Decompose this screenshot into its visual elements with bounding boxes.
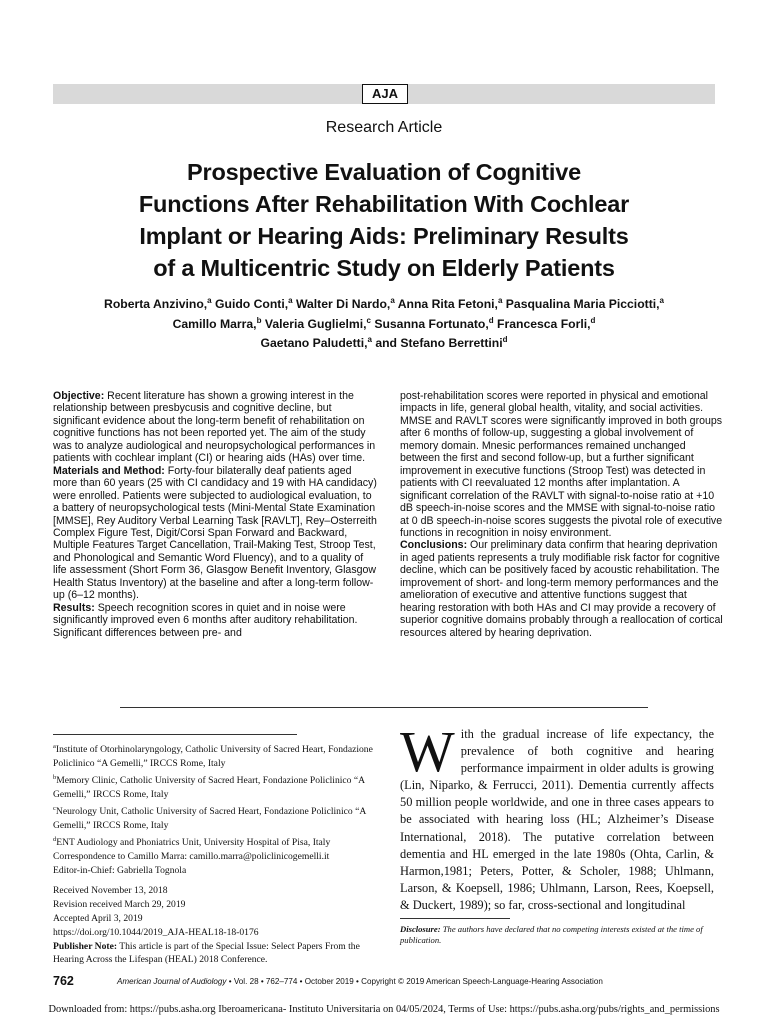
disclosure <box>400 924 714 946</box>
author-list <box>50 293 718 352</box>
article-title <box>90 156 678 284</box>
abstract-results-text: Speech recognition scores in quiet and in noise were significantly improved even 6 months after auditory rehabilitation. Significant differences between pre- and <box>53 601 358 639</box>
author-affiliation-mark: a <box>390 296 395 305</box>
author-name: Susanna Fortunato, <box>374 316 489 331</box>
body-text <box>400 719 714 914</box>
author-affiliation-mark: d <box>590 315 596 325</box>
disclosure-text: The authors have declared that no competing interests existed at the time of publication. <box>400 924 703 945</box>
section-divider <box>120 707 648 708</box>
affiliation-mark: d <box>53 836 57 843</box>
affiliation-mark: a <box>53 743 56 750</box>
author-affiliation-mark: a <box>659 296 664 305</box>
abstract-results <box>53 602 378 639</box>
editor-in-chief: Editor-in-Chief: Gabriella Tognola <box>53 865 187 876</box>
doi-link[interactable]: https://doi.org/10.1044/2019_AJA-HEAL18-18-0176 <box>53 926 259 938</box>
affiliation-text: Memory Clinic, Catholic University of Sacred Heart, Fondazione Policlinico “A Gemelli,” IRCCS Rome, Italy <box>53 775 365 801</box>
revision-date: Revision received March 29, 2019 <box>53 898 186 910</box>
author-name: and Stefano Berrettini <box>375 336 503 351</box>
title-line: Functions After Rehabilitation With Cochlear <box>138 191 630 217</box>
author-line <box>50 293 718 313</box>
abstract-methods-text: Forty-four bilaterally deaf patients aged more than 60 years (25 with CI candidacy and 19 with HA candidacy) were enrolled. Patients were subjected to audiological evaluation, to a battery of neuropsychological tests (Mini-Mental State Examination [MMSE], Rey Auditory Verbal Learning Task [RAVLT], Rey–Osterreith Complex Figure Test, Digit/Corsi Span Forward and Backward, Multiple Features Target Cancellation, Trail-Making Test, Stroop Test, and Phonological and Semantic Word Fluency), and to a quality of life assessment (Short Form 36, Glasgow Benefit Inventory, Glasgow Health Status Inventory) at the baseline and after a long-term follow-up (6–12 months). <box>53 464 377 602</box>
correspondence: Correspondence to Camillo Marra: camillo.marra@policlinicogemelli.it <box>53 851 330 863</box>
author-affiliation-mark: a <box>497 296 503 305</box>
author-line <box>50 313 718 333</box>
author-name: Pasqualina Maria Picciotti, <box>505 297 660 312</box>
journal-details: • Vol. 28 • 762–774 • October 2019 • Copyright © 2019 American Speech-Language-Hearing Association <box>226 977 603 986</box>
affiliation-mark: c <box>53 805 56 812</box>
author-name: Roberta Anzivino, <box>104 297 208 312</box>
publisher-note <box>53 940 377 968</box>
title-line: Implant or Hearing Aids: Preliminary Results <box>139 223 629 249</box>
abstract-left-column <box>53 390 378 639</box>
abstract-conclusions-text: Our preliminary data confirm that hearing deprivation in aged patients represents a truly modifiable risk factor for cognitive decline, which can be positively faced by acoustic rehabilitation. The improvement of short- and long-term memory performances and the amelioration of executive and attentive functions suggest that hearing restoration with both HAs and CI may provide a recovery of superior cognitive domains probably through a reallocation of cortical resources altered by hearing deprivation. <box>400 539 723 639</box>
accepted-date: Accepted April 3, 2019 <box>53 912 143 924</box>
author-name: Valeria Guglielmi, <box>264 316 367 331</box>
affiliation-text: ENT Audiology and Phoniatrics Unit, University Hospital of Pisa, Italy <box>56 837 331 849</box>
disclosure-divider <box>400 918 510 919</box>
download-notice: Downloaded from: https://pubs.asha.org Iberoamericana- Instituto Universitaria on 04/05/2024, Terms of Use: https://pubs.asha.org/pubs/rights_and_permissions <box>48 1004 720 1015</box>
abstract-methods-label: Materials and Method: <box>53 464 165 477</box>
affiliation-b <box>53 771 377 802</box>
author-name: Camillo Marra, <box>172 316 257 331</box>
author-affiliation-mark: a <box>288 296 293 305</box>
received-date: Received November 13, 2018 <box>53 884 168 896</box>
abstract-results-continued: post-rehabilitation scores were reported in physical and emotional impacts in life, general global health, vitality, and social activities. MMSE and RAVLT scores were significantly improved in both groups after 6 months of follow-up, suggesting a global involvement of memory domain. Mnesic performances remained unchanged between the first and second follow-up, but a further significant improvement in executive functions (Stroop Test) was detected in patients with CI reevaluated 12 months after implantation. A significant correlation of the RAVLT with signal-to-noise ratio at +10 dB speech-in-noise scores and the MMSE with signal-to-noise ratio at 0 dB speech-in-noise scores suggests the pivotal role of executive functions in recognition in noisy environment. <box>400 390 723 539</box>
affiliation-mark: b <box>53 774 57 781</box>
drop-cap: W <box>400 719 455 784</box>
author-name: Francesca Forli, <box>497 316 591 331</box>
affiliation-a <box>53 740 377 771</box>
author-affiliation-mark: d <box>488 315 494 325</box>
article-type: Research Article <box>325 119 443 136</box>
author-name: Gaetano Paludetti, <box>260 336 368 351</box>
publisher-note-text: This article is part of the Special Issue: Select Papers From the Hearing Across the Lifespan (HEAL) 2018 Conference. <box>53 940 360 966</box>
abstract-objective-text: Recent literature has shown a growing interest in the relationship between presbycusis and cognitive decline, but significant evidence about the long-term benefit of rehabilitation on cognitive functions has not been reported yet. The aim of the study was to analyze audiological and neuropsychological performances in patients with cochlear implant (CI) or hearing aids (HAs) over time. <box>53 390 376 465</box>
journal-citation <box>117 977 603 986</box>
abstract-objective <box>53 390 378 465</box>
abstract-results-label: Results: <box>53 601 95 614</box>
affiliation-text: Institute of Otorhinolaryngology, Catholic University of Sacred Heart, Fondazione Policlinico “A Gemelli,” IRCCS Rome, Italy <box>53 744 373 770</box>
author-affiliation-mark: d <box>502 335 508 345</box>
disclosure-label: Disclosure: <box>400 924 441 934</box>
abstract-right-column <box>400 390 725 639</box>
abstract-objective-label: Objective: <box>53 390 105 402</box>
affiliation-text: Neurology Unit, Catholic University of Sacred Heart, Fondazione Policlinico “A Gemelli,” IRCCS Rome, Italy <box>53 806 366 832</box>
author-name: Anna Rita Fetoni, <box>397 297 498 312</box>
intro-paragraph: ith the gradual increase of life expectancy, the prevalence of both cognitive and hearing performance impairment in older adults is growing (Lin, Niparko, & Ferrucci, 2011). Dementia currently affects 50 million people worldwide, and one in three cases appears to be associated with hearing loss (HL; Alzheimer’s Disease International, 2018). The putative correlation between dementia and HL emerged in the late 1980s (Ohta, Carlin, & Harmon,1981; Peters, Potter, & Scholer, 1988; Uhlmann, Larson, & Koepsell, 1986; Uhlmann, Larson, Rees, Koepsell, & Duckert, 1989); so far, cross-sectional and longitudinal <box>400 727 714 912</box>
author-affiliation-mark: a <box>367 335 372 345</box>
affiliation-c <box>53 802 377 833</box>
footnotes <box>53 740 377 967</box>
abstract-conclusions-label: Conclusions: <box>400 539 468 552</box>
affiliation-d <box>53 833 377 850</box>
title-line: Prospective Evaluation of Cognitive <box>187 159 581 185</box>
footnote-divider <box>53 734 297 735</box>
journal-badge: AJA <box>362 84 408 104</box>
publisher-note-label: Publisher Note: <box>53 940 118 952</box>
author-name: Guido Conti, <box>215 297 289 312</box>
abstract-methods <box>53 465 378 602</box>
abstract-conclusions <box>400 539 725 639</box>
page-number: 762 <box>53 974 74 988</box>
author-name: Walter Di Nardo, <box>295 297 391 312</box>
author-affiliation-mark: c <box>366 315 371 325</box>
author-line <box>50 332 718 352</box>
author-affiliation-mark: b <box>256 315 262 325</box>
author-affiliation-mark: a <box>207 296 212 305</box>
title-line: of a Multicentric Study on Elderly Patients <box>153 255 615 281</box>
journal-name: American Journal of Audiology <box>117 977 227 986</box>
